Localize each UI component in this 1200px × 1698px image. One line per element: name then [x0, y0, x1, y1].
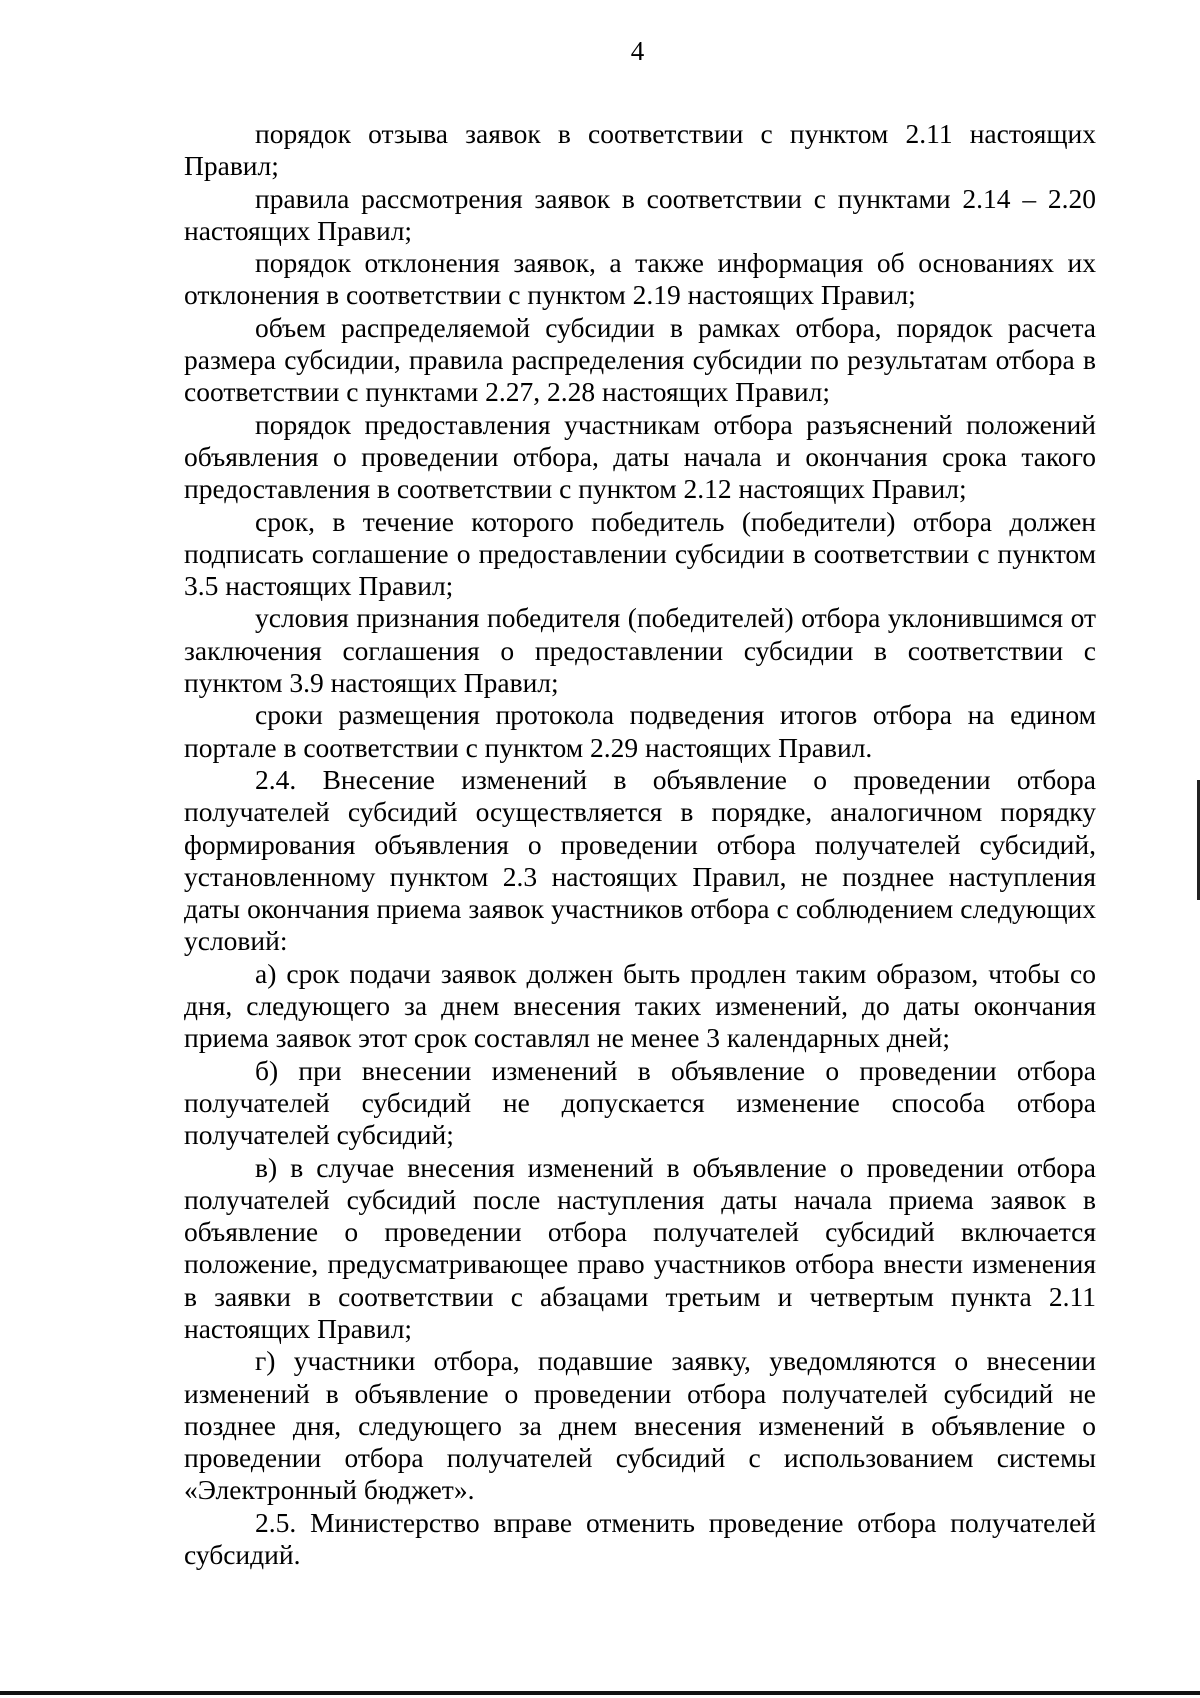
paragraph: порядок отзыва заявок в соответствии с пунктом 2.11 настоящих Правил;	[184, 118, 1096, 182]
list-item-b: б) при внесении изменений в объявление о проведении отбора получателей субсидий не допускается изменение способа отбора получателей субсидий;	[184, 1054, 1096, 1151]
list-item-g: г) участники отбора, подавшие заявку, уведомляются о внесении изменений в объявление о проведении отбора получателей субсидий не позднее дня, следующего за днем внесения изменений в объявление о проведении отбора получателей субсидий с использованием системы «Электронный бюджет».	[184, 1345, 1096, 1506]
paragraph: условия признания победителя (победителей) отбора уклонившимся от заключения соглашения о предоставлении субсидии в соответствии с пунктом 3.9 настоящих Правил;	[184, 602, 1096, 699]
paragraph: срок, в течение которого победитель (победители) отбора должен подписать соглашение о предоставлении субсидии в соответствии с пунктом 3.5 настоящих Правил;	[184, 505, 1096, 602]
paragraph: порядок предоставления участникам отбора разъяснений положений объявления о проведении отбора, даты начала и окончания срока такого предоставления в соответствии с пунктом 2.12 настоящих Правил;	[184, 408, 1096, 505]
list-item-v: в) в случае внесения изменений в объявление о проведении отбора получателей субсидий после наступления даты начала приема заявок в объявление о проведении отбора получателей субсидий включается положение, предусматривающее право участников отбора внести изменения в заявки в соответствии с абзацами третьим и четвертым пункта 2.11 настоящих Правил;	[184, 1151, 1096, 1344]
paragraph: порядок отклонения заявок, а также информация об основаниях их отклонения в соответствии с пунктом 2.19 настоящих Правил;	[184, 247, 1096, 311]
paragraph: правила рассмотрения заявок в соответствии с пунктами 2.14 – 2.20 настоящих Правил;	[184, 182, 1096, 246]
scan-bottom-border	[0, 1691, 1200, 1695]
paragraph: сроки размещения протокола подведения итогов отбора на едином портале в соответствии с пунктом 2.29 настоящих Правил.	[184, 699, 1096, 763]
document-body	[184, 118, 1096, 1571]
section-paragraph-2-4: 2.4. Внесение изменений в объявление о проведении отбора получателей субсидий осуществляется в порядке, аналогичном порядку формирования объявления о проведении отбора получателей субсидий, установленному пунктом 2.3 настоящих Правил, не позднее наступления даты окончания приема заявок участников отбора с соблюдением следующих условий:	[184, 763, 1096, 957]
section-paragraph-2-5: 2.5. Министерство вправе отменить проведение отбора получателей субсидий.	[184, 1506, 1096, 1571]
list-item-a: а) срок подачи заявок должен быть продлен таким образом, чтобы со дня, следующего за днем внесения таких изменений, до даты окончания приема заявок этот срок составлял не менее 3 календарных дней;	[184, 957, 1096, 1054]
paragraph: объем распределяемой субсидии в рамках отбора, порядок расчета размера субсидии, правила распределения субсидии по результатам отбора в соответствии с пунктами 2.27, 2.28 настоящих Правил;	[184, 311, 1096, 408]
page-number: 4	[630, 36, 645, 66]
